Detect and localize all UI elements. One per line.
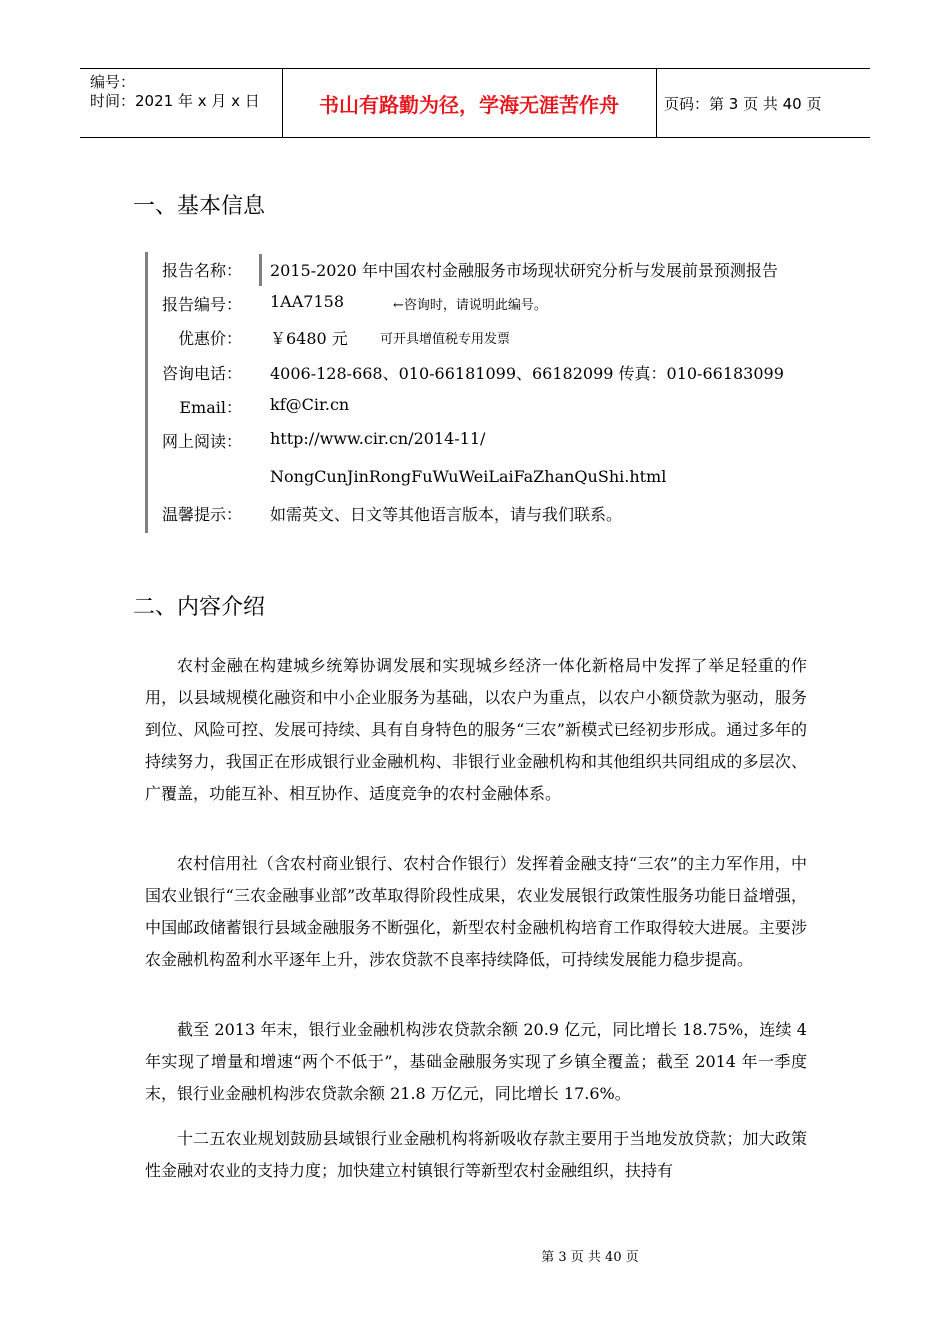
document-header bbox=[80, 68, 870, 138]
document-number-label: 编号： bbox=[90, 73, 136, 91]
url-link-line1[interactable]: http://www.cir.cn/2014-11/ bbox=[270, 429, 486, 448]
info-row-report-name bbox=[150, 258, 850, 286]
info-label: 温馨提示： bbox=[161, 505, 242, 524]
info-row-price bbox=[150, 326, 850, 354]
report-name: 2015-2020 年中国农村金融服务市场现状研究分析与发展前景预测报告 bbox=[270, 261, 778, 280]
info-row-email bbox=[150, 395, 850, 423]
paragraph: 农村金融在构建城乡统筹协调发展和实现城乡经济一体化新格局中发挥了举足轻重的作用，以县域规模化融资和中小企业服务为基础，以农户为重点，以农户小额贷款为驱动，服务到位、风险可控、发展可持续、具有自身特色的服务“三农”新模式已经初步形成。通过多年的持续努力，我国正在形成银行业金融机构、非银行业金融机构和其他组织共同组成的多层次、广覆盖，功能互补、相互协作、适度竞争的农村金融体系。 bbox=[145, 656, 807, 803]
info-row-report-no bbox=[150, 292, 850, 320]
report-number-note: ←咨询时，请说明此编号。 bbox=[393, 298, 547, 313]
header-meta-cell bbox=[80, 69, 283, 137]
url-link-line2[interactable]: NongCunJinRongFuWuWeiLaiFaZhanQuShi.html bbox=[270, 467, 667, 486]
paragraph: 截至 2013 年末，银行业金融机构涉农贷款余额 20.9 亿元，同比增长 18.75%，连续 4 年实现了增量和增速“两个不低于”，基础金融服务实现了乡镇全覆盖；截至 2014 年一季度末，银行业金融机构涉农贷款余额 21.8 万亿元，同比增长 17.6%。 bbox=[145, 1020, 807, 1103]
section-title-basic-info: 一、基本信息 bbox=[133, 194, 266, 219]
phone: 4006-128-668、010-66181099、66182099 传真：010-66183099 bbox=[270, 364, 784, 383]
document-date: 时间：2021 年 x 月 x 日 bbox=[90, 92, 260, 110]
info-row-url-cont bbox=[150, 467, 850, 495]
info-row-url bbox=[150, 429, 850, 457]
price: ￥6480 元 bbox=[270, 329, 348, 348]
paragraph: 农村信用社（含农村商业银行、农村合作银行）发挥着金融支持“三农”的主力军作用，中国农业银行“三农金融事业部”改革取得阶段性成果，农业发展银行政策性服务功能日益增强，中国邮政储蓄银行县域金融服务不断强化，新型农村金融机构培育工作取得较大进展。主要涉农金融机构盈利水平逐年上升，涉农贷款不良率持续降低，可持续发展能力稳步提高。 bbox=[145, 854, 807, 969]
header-motto: 书山有路勤为径，学海无涯苦作舟 bbox=[282, 69, 657, 137]
tip-text: 如需英文、日文等其他语言版本，请与我们联系。 bbox=[270, 505, 623, 524]
info-label: 优惠价： bbox=[177, 329, 242, 348]
info-label: 咨询电话： bbox=[161, 364, 242, 383]
info-label: 报告编号： bbox=[161, 295, 242, 314]
info-label: Email： bbox=[179, 398, 242, 417]
info-row-phone bbox=[150, 361, 850, 389]
info-row-tip bbox=[150, 502, 850, 530]
report-number: 1AA7158 bbox=[270, 292, 345, 311]
email-link[interactable]: kf@Cir.cn bbox=[270, 395, 350, 414]
info-label: 报告名称： bbox=[161, 261, 242, 280]
info-label: 网上阅读： bbox=[161, 432, 242, 451]
section-title-content-intro: 二、内容介绍 bbox=[133, 595, 266, 620]
info-left-border bbox=[145, 252, 148, 533]
paragraph: 十二五农业规划鼓励县域银行业金融机构将新吸收存款主要用于当地发放贷款；加大政策性金融对农业的支持力度；加快建立村镇银行等新型农村金融组织，扶持有 bbox=[145, 1129, 807, 1180]
price-note: 可开具增值税专用发票 bbox=[380, 332, 511, 347]
page-footer: 第 3 页 共 40 页 bbox=[541, 1250, 639, 1265]
header-page-info: 页码：第 3 页 共 40 页 bbox=[664, 94, 822, 113]
